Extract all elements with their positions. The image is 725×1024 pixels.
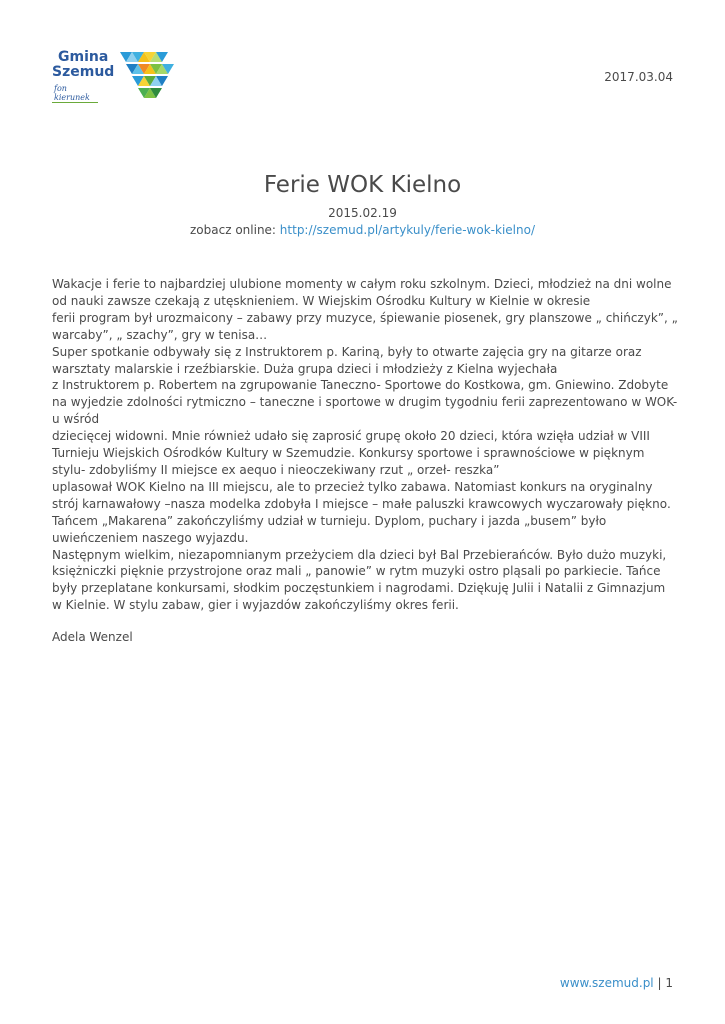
page-number: 1 [665,976,673,990]
online-label: zobacz online: [190,223,276,237]
article-body [52,276,678,614]
logo-line1: Gmina [58,49,109,65]
article-date: 2015.02.19 [328,206,397,220]
body-paragraph: uplasował WOK Kielno na III miejscu, ale to przecież tylko zabawa. Natomiast konkurs na oryginalny strój karnawałowy –nasza modelka zdobyła I miejsce – małe paluszki krawcowych wyczarowały pięknо. Tańcem „Makarena” zakończyliśmy udział w turnieju. Dyplom, puchary i jazda „busem” było uwieńczeniem naszego wyjazdu. [52,479,671,545]
logo-text [52,50,124,103]
gmina-szemud-logo [52,50,182,106]
online-url-link[interactable]: http://szemud.pl/artykuly/ferie-wok-kielno/ [279,223,535,237]
header-date: 2017.03.04 [604,70,673,84]
logo-tagline: fon kierunek [52,84,98,103]
body-paragraph: Super spotkanie odbywały się z Instruktorem p. Kariną, były to otwarte zajęcia gry na gitarze oraz warsztaty malarskie i rzeźbiarskie. Duża grupa dzieci i młodzieży z Kielna wyjechała [52,344,642,376]
body-paragraph: ferii program był urozmaicony – zabawy przy muzyce, śpiewanie piosenek, gry planszowe „ chińczyk”, „ warcaby”, „ szachy”, gry w tenisa… [52,310,678,342]
online-link-row [0,223,725,237]
article-title: Ferie WOK Kielno [263,172,462,198]
body-paragraph: z Instruktorem p. Robertem na zgrupowanie Taneczno- Sportowe do Kostkowa, gm. Gniewino. Zdobyte na wyjedzie zdolności rytmiczno – taneczne i sportowe w drugim tygodniu ferii zaprezentowano w WOK-u wśród [52,378,678,427]
body-paragraph: Następnym wielkim, niezapomnianym przeżyciem dla dzieci był Bal Przebierańców. Było dużo muzyki, księżniczki pięknie przystrojone oraz mali „ panowie” w rytm muzyki ostro pląsali po parkiecie. Tańce były przeplatane konkursami, słodkim poczęstunkiem i nagrodami. Dziękuję Julii i Natalii z Gimnazjum w Kielnie. W stylu zabaw, gier i wyjazdów zakończyliśmy okres ferii. [52,547,667,613]
footer-site-link[interactable]: www.szemud.pl [559,976,654,990]
logo-line2: Szemud [52,64,115,80]
body-paragraph: Wakacje i ferie to najbardziej ulubione momenty w całym roku szkolnym. Dzieci, młodzież na dni wolne od nauki zawsze czekają z utęsknieniem. W Wiejskim Ośrodku Kultury w Kielnie w okresie [52,277,672,308]
triangle-mosaic-icon [118,50,176,102]
page-footer [560,976,673,990]
body-paragraph: dziecięcej widowni. Mnie również udało się zaprosić grupę około 20 dzieci, która wzięła udział w VIII Turnieju Wiejskich Ośrodków Kultury w Szemudzie. Konkursy sportowe i sprawnościowe w pięknym stylu- zdobyliśmy II miejsce ex aequo i nieoczekiwany rzut „ orzeł- reszka” [52,429,650,477]
article-author: Adela Wenzel [52,630,133,644]
footer-separator: | [657,976,662,990]
